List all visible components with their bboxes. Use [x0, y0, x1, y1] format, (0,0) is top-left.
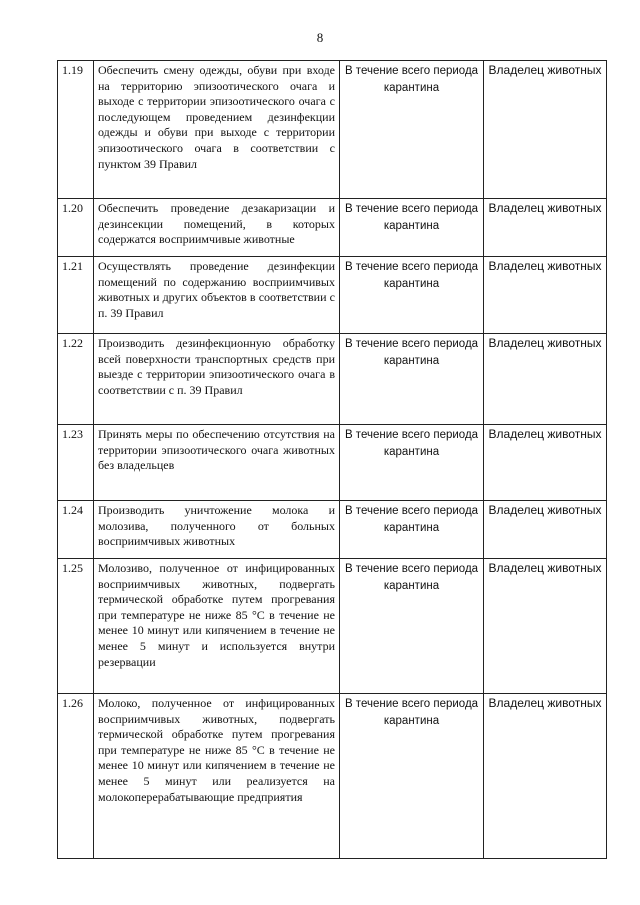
- table-row: [58, 425, 607, 501]
- term-cell: [340, 501, 484, 559]
- row-number: 1.20: [58, 199, 94, 257]
- row-number: 1.23: [58, 425, 94, 501]
- page-number: 8: [316, 30, 324, 45]
- responsible-text: Владелец животных: [484, 61, 607, 199]
- table-row: [58, 199, 607, 257]
- term-cell: [340, 334, 484, 425]
- row-number: 1.26: [58, 694, 94, 859]
- measure-text: Принять меры по обеспечению отсутствия на территории эпизоотического очага животных без владельцев: [94, 425, 340, 501]
- term-cell: [340, 559, 484, 694]
- measure-text: Молозиво, полученное от инфицированных восприимчивых животных, подвергать термической обработке путем прогревания при температуре не ниже 85 °С в течение не менее 10 минут или кипячением в течение не менее 5 минут и используется внутри резервации: [94, 559, 340, 694]
- term-cell: [340, 694, 484, 859]
- responsible-text: Владелец животных: [484, 334, 607, 425]
- table-row: [58, 559, 607, 694]
- table-row: [58, 694, 607, 859]
- responsible-text: Владелец животных: [484, 559, 607, 694]
- table-row: [58, 257, 607, 334]
- term-text: В течение всего периода карантина: [344, 698, 479, 727]
- table-row: [58, 61, 607, 199]
- row-number: 1.22: [58, 334, 94, 425]
- row-number: 1.25: [58, 559, 94, 694]
- responsible-text: Владелец животных: [484, 694, 607, 859]
- row-number: 1.19: [58, 61, 94, 199]
- measure-text: Осуществлять проведение дезинфекции помещений по содержанию восприимчивых животных и других объектов в соответствии с п. 39 Правил: [94, 257, 340, 334]
- term-text: В течение всего периода карантина: [344, 203, 479, 232]
- table-row: [58, 501, 607, 559]
- term-text: В течение всего периода карантина: [344, 563, 479, 592]
- measures-table: [57, 60, 607, 859]
- term-text: В течение всего периода карантина: [344, 505, 479, 534]
- measure-text: Производить уничтожение молока и молозива, полученного от больных восприимчивых животных: [94, 501, 340, 559]
- responsible-text: Владелец животных: [484, 257, 607, 334]
- measure-text: Производить дезинфекционную обработку всей поверхности транспортных средств при выезде с территории эпизоотического очага в соответствии с п. 39 Правил: [94, 334, 340, 425]
- term-text: В течение всего периода карантина: [344, 65, 479, 94]
- term-text: В течение всего периода карантина: [344, 338, 479, 367]
- measure-text: Обеспечить смену одежды, обуви при входе на территорию эпизоотического очага и выходе с территории эпизоотического очага с последующем проведением дезинфекции одежды и обуви при выходе с территории эпизоотического очага в соответствии с пунктом 39 Правил: [94, 61, 340, 199]
- responsible-text: Владелец животных: [484, 199, 607, 257]
- term-cell: [340, 199, 484, 257]
- term-text: В течение всего периода карантина: [344, 429, 479, 458]
- responsible-text: Владелец животных: [484, 425, 607, 501]
- row-number: 1.21: [58, 257, 94, 334]
- term-cell: [340, 425, 484, 501]
- term-cell: [340, 257, 484, 334]
- term-text: В течение всего периода карантина: [344, 261, 479, 290]
- row-number: 1.24: [58, 501, 94, 559]
- measure-text: Обеспечить проведение дезакаризации и дезинсекции помещений, в которых содержатся восприимчивые животные: [94, 199, 340, 257]
- table-row: [58, 334, 607, 425]
- measure-text: Молоко, полученное от инфицированных восприимчивых животных, подвергать термической обработке путем прогревания при температуре не ниже 85 °С в течение не менее 10 минут или кипячением в течение не менее 5 минут или реализуется на молокоперерабатывающие предприятия: [94, 694, 340, 859]
- responsible-text: Владелец животных: [484, 501, 607, 559]
- term-cell: [340, 61, 484, 199]
